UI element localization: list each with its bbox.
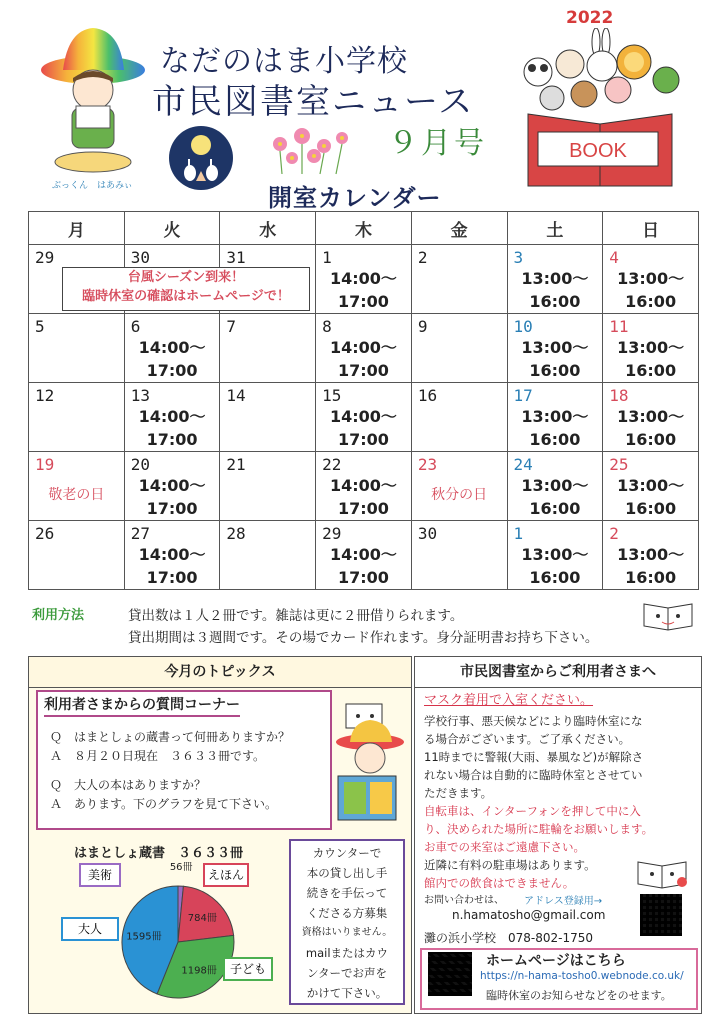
book-character-icon-2 (634, 856, 690, 890)
day-number: 30 (417, 524, 438, 543)
legend-label: 大人 (77, 922, 103, 936)
book-label: BOOK (569, 140, 627, 162)
calendar-day-cell (507, 245, 603, 314)
parking-notice: 近隣に有料の駐車場はあります。 (424, 858, 596, 872)
day-number: 1 (322, 248, 332, 267)
homepage-link[interactable]: https://n-hama-tosho0.webnode.co.uk/ (480, 970, 684, 982)
day-number: 2 (609, 524, 619, 543)
mask-notice: マスク着用で入室ください。 (424, 693, 594, 708)
calendar-day-cell (316, 245, 412, 314)
day-number: 11 (609, 317, 629, 336)
day-number: 14 (226, 386, 246, 405)
calendar-day-cell (411, 521, 507, 590)
day-number: 21 (226, 455, 246, 474)
calendar-day-cell (220, 521, 316, 590)
calendar-day-cell (507, 521, 603, 590)
calendar-day-cell (29, 314, 125, 383)
calendar-day-cell (316, 452, 412, 521)
calendar-week-row (29, 452, 699, 521)
address-label: アドレス登録用→ (524, 896, 603, 907)
day-number: 24 (513, 455, 533, 474)
calendar-day-cell (29, 383, 125, 452)
open-hours: 14:00～ 17:00 (138, 545, 206, 587)
calendar-day-cell (124, 521, 220, 590)
calendar-day-cell (603, 452, 699, 521)
calendar-day-cell (316, 314, 412, 383)
pie-value-label: 1198冊 (181, 965, 217, 977)
homepage-title: ホームページはこちら (486, 953, 626, 969)
day-number: 27 (130, 524, 150, 543)
day-number: 31 (226, 248, 246, 267)
weekday-fri: 金 (411, 212, 507, 245)
day-number: 8 (322, 317, 332, 336)
open-hours: 13:00～ 16:00 (617, 269, 685, 311)
typhoon-notice-line2: 臨時休室の確認はホームページで！ (82, 289, 290, 304)
recruit-line-7: ンターでお声を (306, 966, 388, 980)
question-2: Ｑ 大人の本はありますか？ (50, 778, 207, 792)
open-hours: 13:00～ 16:00 (617, 545, 685, 587)
day-number: 25 (609, 455, 629, 474)
calendar-day-cell (411, 245, 507, 314)
day-number: 17 (513, 386, 533, 405)
calendar-day-cell (507, 383, 603, 452)
day-number: 29 (35, 248, 55, 267)
calendar-day-cell (507, 314, 603, 383)
homepage-note: 臨時休室のお知らせなどをのせます。 (486, 989, 672, 1002)
usage-label: 利用方法 (32, 608, 85, 623)
day-number: 1 (513, 524, 524, 543)
calendar-day-cell (411, 314, 507, 383)
topics-heading: 今月のトピックス (29, 657, 411, 688)
day-number: 10 (513, 317, 533, 336)
animals-book-illustration (508, 28, 698, 190)
day-number: 19 (35, 455, 55, 474)
year-label: 2022 (566, 8, 614, 28)
calendar-week-row (29, 314, 699, 383)
calendar-day-cell (220, 383, 316, 452)
day-number: 6 (130, 317, 141, 336)
phone-number: 灘の浜小学校 078-802-1750 (424, 931, 594, 945)
calendar-day-cell (603, 383, 699, 452)
calendar-day-cell (603, 314, 699, 383)
day-number: 23 (417, 455, 438, 474)
day-number: 5 (35, 317, 45, 336)
pie-value-label: 1595冊 (126, 931, 162, 943)
closure-line-1: 学校行事、悪天候などにより臨時休室にな (424, 714, 643, 728)
open-hours: 13:00～ 16:00 (521, 476, 589, 518)
open-hours: 13:00～ 16:00 (521, 407, 589, 449)
recruit-line-4: くださる方募集 (306, 906, 388, 920)
issue-month: ９月号 (388, 126, 487, 161)
weekday-wed: 水 (220, 212, 316, 245)
chart-title: はまとしょ蔵書 ３６３３冊 (74, 846, 244, 861)
bike-line-2: り、決められた場所に駐輪をお願いします。 (424, 822, 654, 836)
open-hours: 14:00～ 17:00 (329, 545, 397, 587)
calendar-day-cell (29, 452, 125, 521)
food-notice: 館内での飲食はできません。 (424, 876, 575, 890)
usage-line-2: 貸出期間は３週間です。その場でカード作れます。身分証明書お持ち下さい。 (128, 630, 599, 646)
day-number: 29 (322, 524, 342, 543)
open-hours: 13:00～ 16:00 (617, 476, 685, 518)
email-qr-code[interactable] (640, 894, 682, 936)
calendar-day-cell (411, 452, 507, 521)
day-number: 18 (609, 386, 629, 405)
typhoon-notice (62, 267, 310, 311)
day-number: 16 (417, 386, 438, 405)
open-hours: 14:00～ 17:00 (329, 269, 397, 311)
mascot-reading-small-illustration (332, 702, 408, 824)
open-hours: 13:00～ 16:00 (521, 269, 589, 311)
legend-label: えほん (207, 868, 245, 882)
contact-label: お問い合わせは、 (424, 895, 504, 906)
calendar-day-cell (29, 521, 125, 590)
day-number: 28 (226, 524, 246, 543)
closure-line-4: れない場合は自動的に臨時休室とさせてい (424, 768, 643, 782)
holiday-label: 秋分の日 (431, 487, 488, 503)
calendar-day-cell (124, 383, 220, 452)
book-character-icon (640, 596, 696, 632)
calendar-day-cell (124, 314, 220, 383)
day-number: 13 (130, 386, 150, 405)
calendar-week-row (29, 521, 699, 590)
calendar-weekday-row (29, 212, 699, 245)
weekday-tue: 火 (124, 212, 220, 245)
open-hours: 13:00～ 16:00 (521, 545, 589, 587)
question-1: Ｑ はまとしょの蔵書って何冊ありますか？ (50, 730, 291, 744)
answer-2: Ａ あります。下のグラフを見て下さい。 (50, 797, 278, 811)
closure-line-5: ただきます。 (424, 786, 493, 800)
recruit-line-8: かけて下さい。 (306, 986, 388, 1000)
open-hours: 14:00～ 17:00 (138, 338, 206, 380)
day-number: 12 (35, 386, 55, 405)
day-number: 4 (609, 248, 619, 267)
recruit-line-1: カウンターで (312, 846, 382, 860)
email-link[interactable]: n.hamatosho@gmail.com (452, 908, 606, 922)
day-number: 20 (130, 455, 150, 474)
closure-line-3: 11時までに警報(大雨、暴風など)が解除さ (424, 750, 644, 764)
recruit-line-6: mailまたはカウ (305, 946, 389, 960)
calendar-day-cell (603, 521, 699, 590)
calendar-day-cell (316, 383, 412, 452)
day-number: 9 (417, 317, 428, 336)
day-number: 3 (513, 248, 524, 267)
pie-value-label: 56冊 (169, 862, 193, 874)
day-number: 7 (226, 317, 237, 336)
open-hours: 14:00～ 17:00 (329, 338, 397, 380)
recruit-line-3: 続きを手伝って (306, 886, 388, 900)
calendar-day-cell (124, 452, 220, 521)
moon-rabbit-icon (168, 125, 234, 191)
weekday-mon: 月 (29, 212, 125, 245)
closure-line-2: る場合がございます。ご了承ください。 (424, 732, 631, 746)
open-hours: 14:00～ 17:00 (138, 476, 206, 518)
open-hours: 14:00～ 17:00 (138, 407, 206, 449)
weekday-sun: 日 (603, 212, 699, 245)
day-number: 15 (322, 386, 342, 405)
mascot-reading-illustration (38, 22, 148, 192)
calendar-title: 開室カレンダー (268, 184, 442, 212)
open-hours: 13:00～ 16:00 (617, 407, 685, 449)
legend-tag (80, 864, 120, 886)
legend-tag (224, 958, 272, 980)
calendar-day-cell (507, 452, 603, 521)
mascot-names: ぶっくん はあみぃ (52, 181, 133, 191)
notice-heading: 市民図書室からご利用者さまへ (415, 657, 701, 688)
usage-line-1: 貸出数は１人２冊です。雑誌は更に２冊借りられます。 (128, 608, 464, 624)
calendar-day-cell (220, 452, 316, 521)
volunteer-recruit-box (289, 839, 405, 1005)
calendar-day-cell (316, 521, 412, 590)
cosmos-flowers-icon (262, 124, 358, 176)
collection-pie-chart (28, 862, 290, 1012)
pie-value-label: 784冊 (187, 913, 217, 925)
day-number: 2 (417, 248, 428, 267)
holiday-label: 敬老の日 (48, 487, 105, 503)
legend-label: 美術 (87, 868, 113, 882)
recruit-line-2: 本の貸し出し手 (306, 866, 388, 880)
calendar-day-cell (603, 245, 699, 314)
qa-title: 利用者さまからの質問コーナー (44, 694, 240, 717)
calendar-week-row (29, 383, 699, 452)
bike-line-3: お車での来室はご遠慮下さい。 (424, 840, 585, 854)
day-number: 26 (35, 524, 55, 543)
open-hours: 13:00～ 16:00 (521, 338, 589, 380)
legend-tag (62, 918, 118, 940)
legend-label: 子ども (229, 962, 267, 976)
legend-tag (204, 864, 248, 886)
open-hours: 14:00～ 17:00 (329, 407, 397, 449)
calendar-day-cell (411, 383, 507, 452)
recruit-line-5: 資格はいりません。 (301, 927, 393, 938)
typhoon-notice-line1: 台風シーズン到来！ (127, 270, 245, 285)
day-number: 30 (130, 248, 150, 267)
bike-line-1: 自転車は、インターフォンを押して中に入 (424, 804, 641, 818)
school-title: なだのはま小学校 (160, 44, 408, 79)
weekday-sat: 土 (507, 212, 603, 245)
calendar-day-cell (220, 314, 316, 383)
weekday-thu: 木 (316, 212, 412, 245)
answer-1: Ａ ８月２０日現在 ３６３３冊です。 (50, 749, 266, 763)
open-hours: 13:00～ 16:00 (617, 338, 685, 380)
day-number: 22 (322, 455, 342, 474)
open-hours: 14:00～ 17:00 (329, 476, 397, 518)
homepage-qr-code[interactable] (428, 952, 472, 996)
newsletter-title: 市民図書室ニュース (152, 82, 475, 122)
